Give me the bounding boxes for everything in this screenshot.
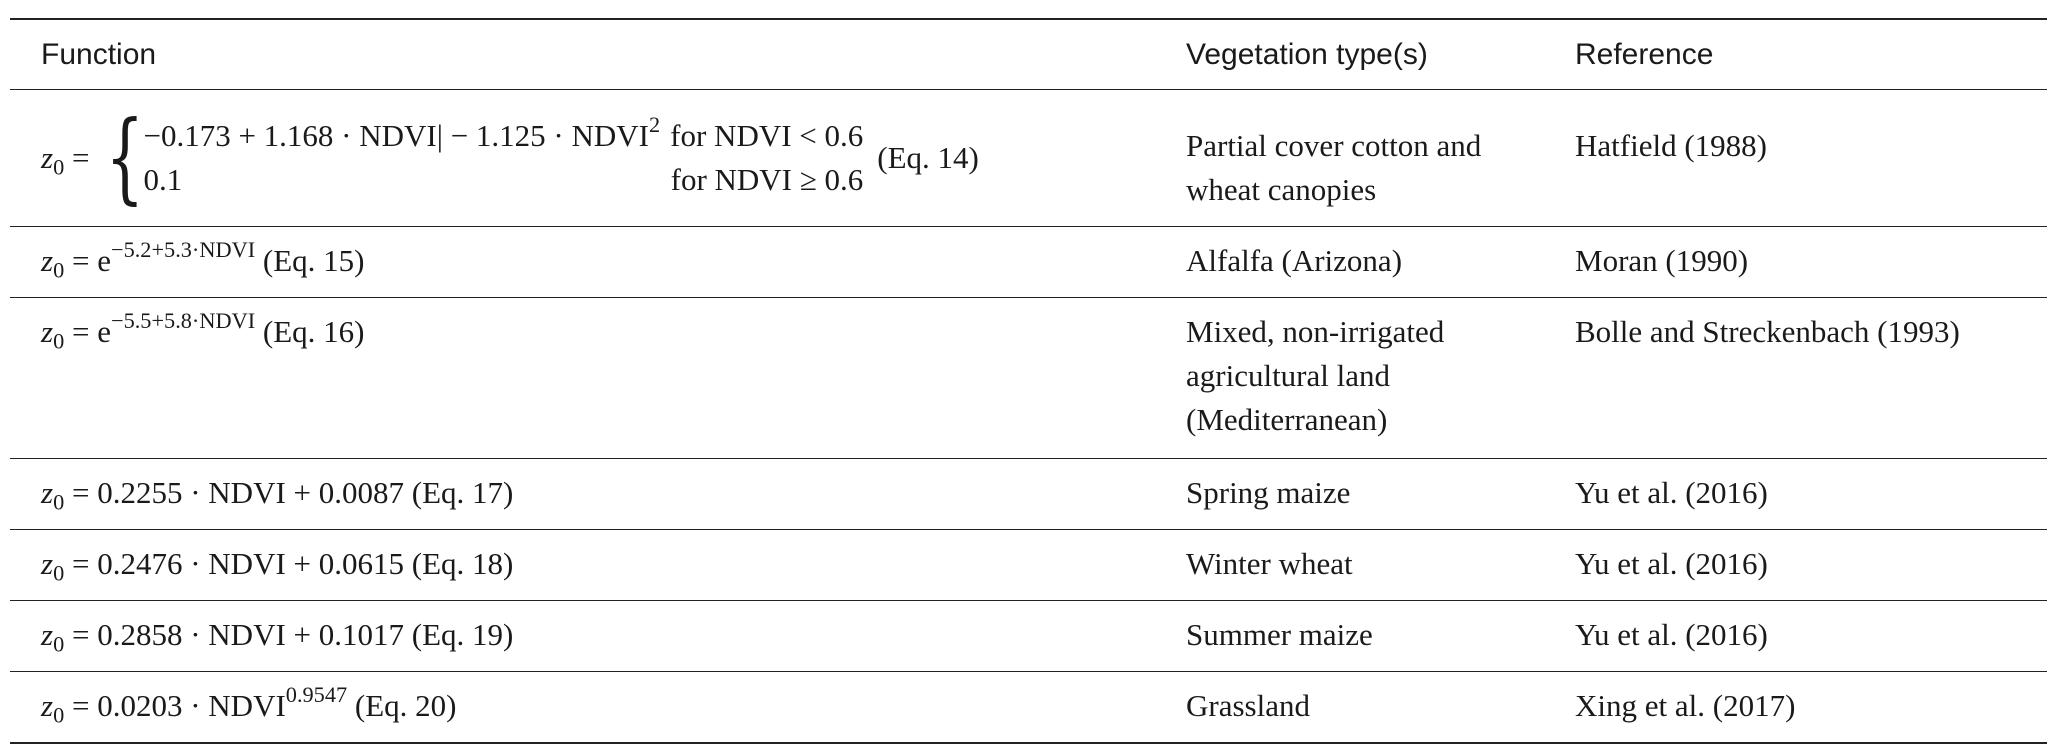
table-row bbox=[10, 226, 2047, 297]
equation-variable: z bbox=[41, 617, 54, 652]
vegetation-line: Partial cover cotton and bbox=[1186, 128, 1482, 163]
equation-lhs: $z_0$ = bbox=[41, 140, 90, 180]
equation-reference: (Eq. 19) bbox=[404, 617, 514, 652]
vegetation-cell: Winter wheat bbox=[1186, 546, 1353, 581]
equation-subscript: 0 bbox=[53, 328, 65, 354]
vegetation-cell bbox=[1186, 298, 1575, 458]
function-cell bbox=[10, 530, 1186, 600]
vegetation-cell bbox=[1186, 90, 1575, 226]
roughness-length-table bbox=[10, 18, 2047, 744]
function-cell bbox=[10, 601, 1186, 671]
table-row bbox=[10, 671, 2047, 742]
equation-subscript: 0 bbox=[53, 631, 65, 657]
case1-condition: for NDVI < 0.6 bbox=[670, 118, 864, 153]
reference-cell: Yu et al. (2016) bbox=[1575, 617, 1768, 652]
table-row bbox=[10, 89, 2047, 226]
equation-variable: z bbox=[41, 314, 54, 349]
equation-body: = 0.2858 · NDVI + 0.1017 bbox=[64, 617, 405, 652]
reference-cell: Moran (1990) bbox=[1575, 243, 1749, 278]
reference-cell: Bolle and Streckenbach (1993) bbox=[1575, 314, 1960, 349]
case2-expression: 0.1 bbox=[143, 162, 183, 197]
function-cell bbox=[10, 227, 1186, 297]
equation-body: = 0.0203 · NDVI bbox=[64, 688, 286, 723]
function-cell bbox=[10, 459, 1186, 529]
equation-reference: (Eq. 17) bbox=[404, 475, 514, 510]
equation-reference: (Eq. 14) bbox=[877, 140, 979, 175]
reference-cell: Hatfield (1988) bbox=[1575, 128, 1767, 163]
vegetation-cell: Spring maize bbox=[1186, 475, 1351, 510]
equation-subscript: 0 bbox=[53, 257, 65, 283]
equation-body: = 0.2476 · NDVI + 0.0615 bbox=[64, 546, 405, 581]
equation-variable: z bbox=[41, 546, 54, 581]
function-cell bbox=[10, 90, 1186, 226]
vegetation-line: (Mediterranean) bbox=[1186, 402, 1388, 437]
equation-reference: (Eq. 18) bbox=[404, 546, 514, 581]
header-function: Function bbox=[41, 38, 157, 71]
equation-body: = e bbox=[64, 314, 111, 349]
equation-variable: z bbox=[41, 688, 54, 723]
function-cell bbox=[10, 298, 1186, 458]
equation-body: = e bbox=[64, 243, 111, 278]
piecewise-equation bbox=[41, 90, 1186, 226]
header-vegetation: Vegetation type(s) bbox=[1186, 38, 1428, 71]
reference-cell: Xing et al. (2017) bbox=[1575, 688, 1796, 723]
equation-variable: z bbox=[41, 243, 54, 278]
vegetation-line: agricultural land bbox=[1186, 358, 1390, 393]
equation-subscript: 0 bbox=[53, 560, 65, 586]
function-cell bbox=[10, 672, 1186, 742]
vegetation-cell: Summer maize bbox=[1186, 617, 1373, 652]
equation-variable: z bbox=[41, 475, 54, 510]
equation-exponent: −5.5+5.8·NDVI bbox=[110, 308, 256, 334]
left-brace: { bbox=[105, 101, 145, 215]
header-reference: Reference bbox=[1575, 38, 1714, 71]
vegetation-cell: Grassland bbox=[1186, 688, 1310, 723]
equation-subscript: 0 bbox=[53, 702, 65, 728]
reference-cell: Yu et al. (2016) bbox=[1575, 475, 1768, 510]
equation-body: = 0.2255 · NDVI + 0.0087 bbox=[64, 475, 405, 510]
table-row bbox=[10, 458, 2047, 529]
equation-exponent: −5.2+5.3·NDVI bbox=[110, 237, 256, 263]
vegetation-line: Mixed, non-irrigated bbox=[1186, 314, 1445, 349]
table-header-row bbox=[10, 20, 2047, 89]
equation-cases bbox=[143, 114, 863, 202]
equation-reference: (Eq. 20) bbox=[347, 688, 457, 723]
equation-exponent: 0.9547 bbox=[285, 682, 348, 708]
table-row bbox=[10, 529, 2047, 600]
table-row bbox=[10, 600, 2047, 671]
reference-cell: Yu et al. (2016) bbox=[1575, 546, 1768, 581]
equation-subscript: 0 bbox=[53, 489, 65, 515]
case1-expression: −0.173 + 1.168 · NDVI| − $1.125 \cdot NDVI^2$ bbox=[143, 112, 661, 153]
equation-reference: (Eq. 15) bbox=[255, 243, 365, 278]
vegetation-line: wheat canopies bbox=[1186, 172, 1377, 207]
case2-condition: for NDVI ≥ 0.6 bbox=[670, 162, 864, 197]
vegetation-cell: Alfalfa (Arizona) bbox=[1186, 243, 1403, 278]
equation-reference: (Eq. 16) bbox=[255, 314, 365, 349]
table-row bbox=[10, 297, 2047, 458]
